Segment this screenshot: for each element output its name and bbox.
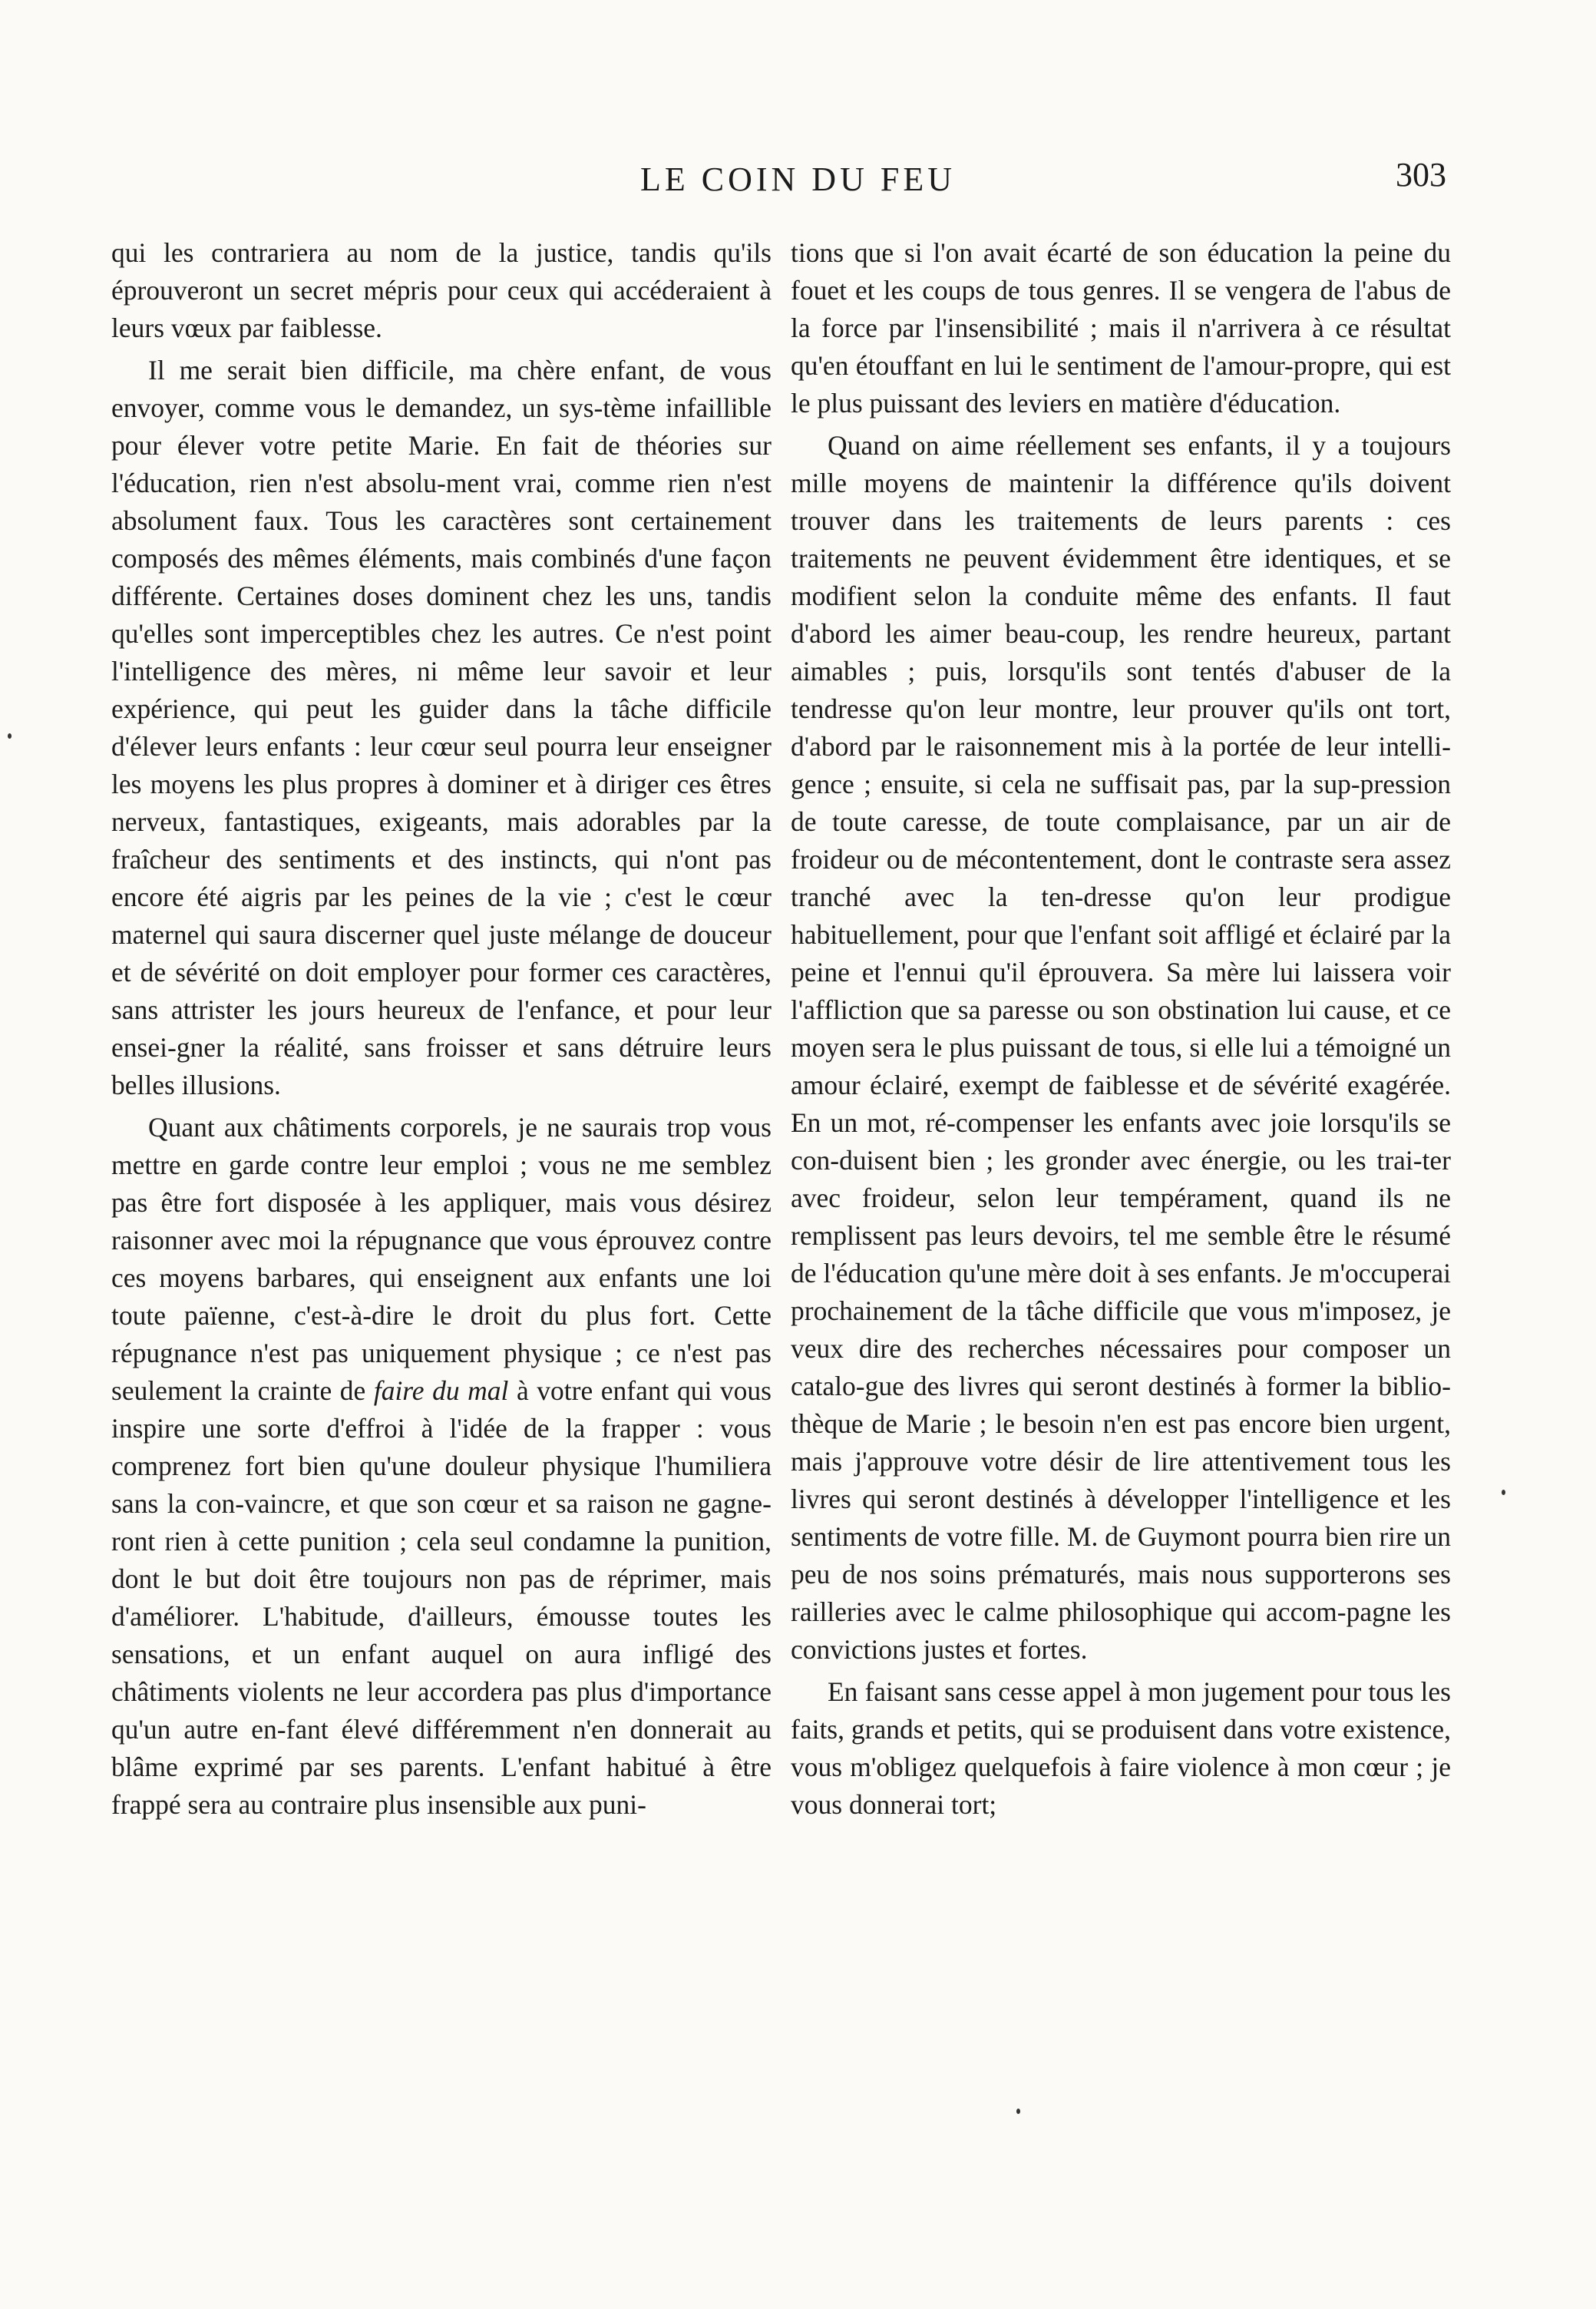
left-column (111, 234, 772, 1824)
print-speck (1016, 2109, 1020, 2114)
paragraph (111, 1109, 772, 1824)
italic-phrase: faire du mal (373, 1375, 509, 1406)
paragraph: qui les contrariera au nom de la justice, tandis qu'ils éprouveront un secret mépris pour ceux qui accéderaient à leurs vœux par faiblesse. (111, 237, 772, 343)
page-number: 303 (1396, 156, 1446, 194)
text-run: à votre enfant qui vous inspire une sorte d'effroi à l'idée de la frapper : vous comprenez fort bien qu'une douleur physique l'humiliera sans la con-vaincre, et que son cœur et sa raison ne gagne-ront rien à cette punition ; cela seul condamne la punition, dont le but doit être toujours non pas de réprimer, mais d'améliorer. L'habitude, d'ailleurs, émousse toutes les sensations, et un enfant auquel on aura infligé des châtiments violents ne leur accordera pas plus d'importance qu'un autre en-fant élevé différemment n'en donnerait au blâme exprimé par ses parents. L'enfant habitué à être frappé sera au contraire plus insensible aux puni- (111, 1375, 772, 1820)
running-title: LE COIN DU FEU (640, 160, 956, 198)
text-run: Quant aux châtiments corporels, je ne saurais trop vous mettre en garde contre leur emploi ; vous ne me semblez pas être fort disposée à les appliquer, mais vous désirez raisonner avec moi la répugnance que vous éprouvez contre ces moyens barbares, qui enseignent aux enfants une loi toute païenne, c'est-à-dire le droit du plus fort. Cette répugnance n'est pas uniquement physique ; ce n'est pas seulement la crainte de (111, 1112, 772, 1406)
paragraph: Quand on aime réellement ses enfants, il y a toujours mille moyens de maintenir la différence qu'ils doivent trouver dans les traitements de leurs parents : ces traitements ne peuvent évidemment être identiques, et se modifient selon la conduite même des enfants. Il faut d'abord les aimer beau-coup, les rendre heureux, partant aimables ; puis, lorsqu'ils sont tentés d'abuser de la tendresse qu'on leur montre, leur prouver qu'ils ont tort, d'abord par le raisonnement mis à la portée de leur intelli-gence ; ensuite, si cela ne suffisait pas, par la sup-pression de toute caresse, de toute complaisance, par un air de froideur ou de mécontentement, dont le contraste sera assez tranché avec la ten-dresse qu'on leur prodigue habituellement, pour que l'enfant soit affligé et éclairé par la peine et l'ennui qu'il éprouvera. Sa mère lui laissera voir l'affliction que sa paresse ou son obstination lui cause, et ce moyen sera le plus puissant de tous, si elle lui a témoigné un amour éclairé, exempt de faiblesse et de sévérité exagérée. En un mot, ré-compenser les enfants avec joie lorsqu'ils se con-duisent bien ; les gronder avec énergie, ou les trai-ter avec froideur, selon leur tempérament, quand ils ne remplissent pas leurs devoirs, tel me semble être le résumé de l'éducation qu'une mère doit à ses enfants. Je m'occuperai prochainement de la tâche difficile que vous m'imposez, je veux dire des recherches nécessaires pour composer un catalo-gue des livres qui seront destinés à former la biblio-thèque de Marie ; le besoin n'en est pas encore bien urgent, mais j'approuve votre désir de lire attentivement tous les livres qui seront destinés à développer l'intelligence et les sentiments de votre fille. M. de Guymont pourra bien rire un peu de nos soins prématurés, mais nous supporterons ses railleries avec le calme philosophique qui accom-pagne les convictions justes et fortes. (791, 430, 1451, 1665)
right-column (791, 234, 1451, 1824)
paragraph: Il me serait bien difficile, ma chère enfant, de vous envoyer, comme vous le demandez, un sys-tème infaillible pour élever votre petite Marie. En fait de théories sur l'éducation, rien n'est absolu-ment vrai, comme rien n'est absolument faux. Tous les caractères sont certainement composés des mêmes éléments, mais combinés d'une façon différente. Certaines doses dominent chez les uns, tandis qu'elles sont imperceptibles chez les autres. Ce n'est point l'intelligence des mères, ni même leur savoir et leur expérience, qui peut les guider dans la tâche difficile d'élever leurs enfants : leur cœur seul pourra leur enseigner les moyens les plus propres à dominer et à diriger ces êtres nerveux, fantastiques, exigeants, mais adorables par la fraîcheur des sentiments et des instincts, qui n'ont pas encore été aigris par les peines de la vie ; c'est le cœur maternel qui saura discerner quel juste mélange de douceur et de sévérité on doit employer pour former ces caractères, sans attrister les jours heureux de l'enfance, et pour leur ensei-gner la réalité, sans froisser et sans détruire leurs belles illusions. (111, 355, 772, 1100)
running-header (0, 156, 1596, 206)
print-speck (1502, 1490, 1505, 1495)
paragraph: tions que si l'on avait écarté de son éducation la peine du fouet et les coups de tous genres. Il se vengera de l'abus de la force par l'insensibilité ; mais il n'arrivera à ce résultat qu'en étouffant en lui le sentiment de l'amour-propre, qui est le plus puissant des leviers en matière d'éducation. (791, 237, 1451, 418)
paragraph: En faisant sans cesse appel à mon jugement pour tous les faits, grands et petits, qui se produisent dans votre existence, vous m'obligez quelquefois à faire violence à mon cœur ; je vous donnerai tort; (791, 1676, 1451, 1820)
print-speck (8, 733, 12, 739)
